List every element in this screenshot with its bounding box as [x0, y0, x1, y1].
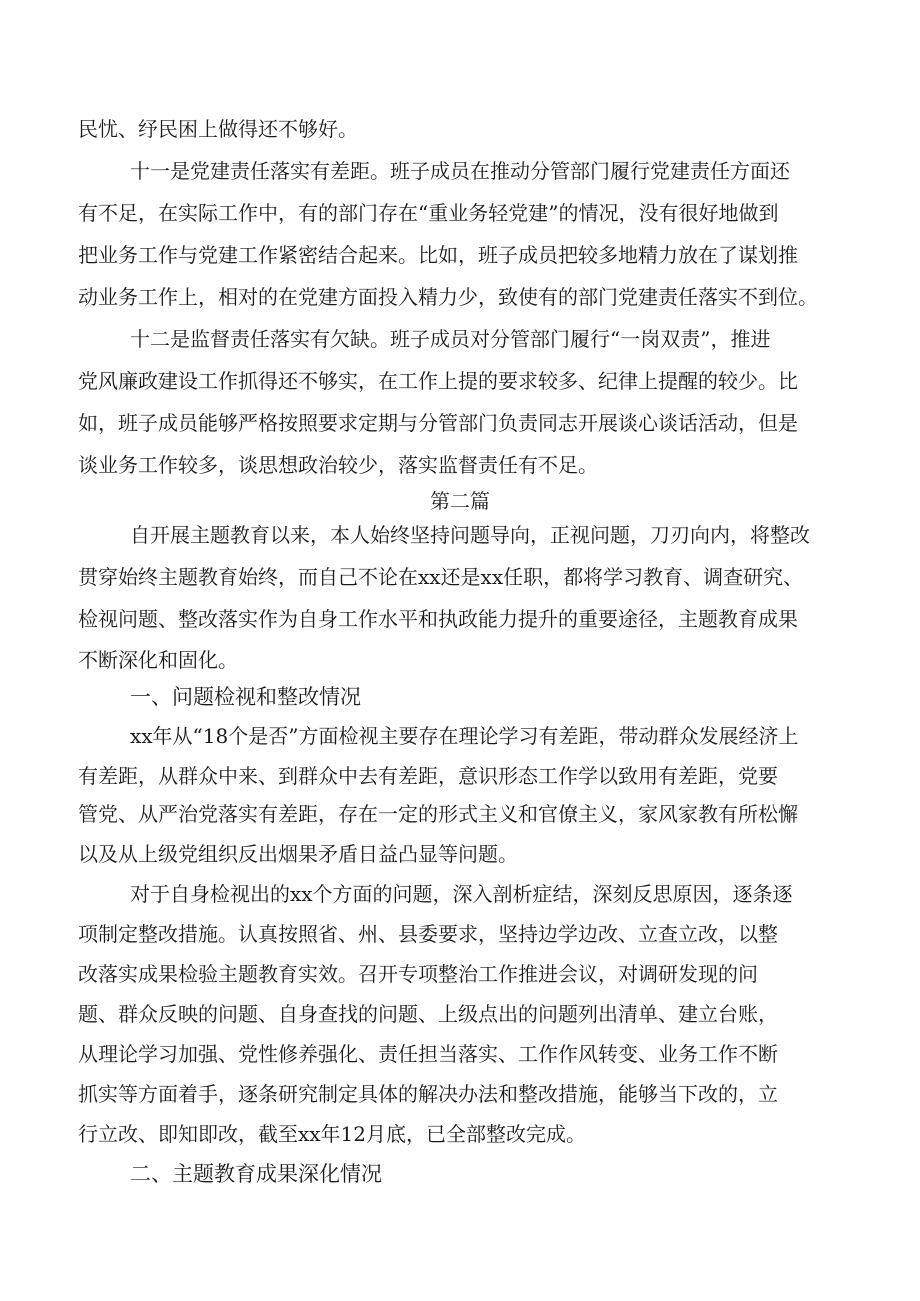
text-line: 题、群众反映的问题、自身查找的问题、上级点出的问题列出清单、建立台账， [78, 1002, 778, 1026]
text-line: 管党、从严治党落实有差距，存在一定的形式主义和官僚主义，家风家教有所松懈 [78, 802, 798, 826]
section-title: 第二篇 [430, 489, 490, 513]
text-line: 行立改、即知即改，截至xx年12月底，已全部整改完成。 [78, 1122, 587, 1146]
text-line: 有不足，在实际工作中，有的部门存在“重业务轻党建”的情况，没有很好地做到 [78, 201, 779, 225]
text-line: 以及从上级党组织反出烟果矛盾日益凸显等问题。 [78, 842, 518, 866]
text-line: 党风廉政建设工作抓得还不够实，在工作上提的要求较多、纪律上提醒的较少。比 [78, 369, 798, 393]
text-line: 如，班子成员能够严格按照要求定期与分管部门负责同志开展谈心谈话活动，但是 [78, 411, 798, 435]
text-line: 自开展主题教育以来，本人始终坚持问题导向，正视问题，刀刃向内，将整改 [130, 523, 810, 547]
text-line: 十二是监督责任落实有欠缺。班子成员对分管部门履行“一岗双责”，推进 [130, 327, 771, 351]
text-line: 检视问题、整改落实作为自身工作水平和执政能力提升的重要途径，主题教育成果 [78, 607, 798, 631]
heading-problem-review: 一、问题检视和整改情况 [130, 685, 361, 709]
text-line: 十一是党建责任落实有差距。班子成员在推动分管部门履行党建责任方面还 [130, 159, 790, 183]
text-line: 谈业务工作较多，谈思想政治较少，落实监督责任有不足。 [78, 453, 598, 477]
heading-results-deepening: 二、主题教育成果深化情况 [130, 1162, 382, 1186]
text-line: 抓实等方面着手，逐条研究制定具体的解决办法和整改措施，能够当下改的，立 [78, 1082, 778, 1106]
text-line: 项制定整改措施。认真按照省、州、县委要求，坚持边学边改、立查立改，以整 [78, 922, 778, 946]
text-line: 对于自身检视出的xx个方面的问题，深入剖析症结，深刻反思原因，逐条逐 [130, 882, 793, 906]
text-line: 不断深化和固化。 [78, 648, 238, 672]
text-line: 改落实成果检验主题教育实效。召开专项整治工作推进会议，对调研发现的问 [78, 962, 758, 986]
text-line: 把业务工作与党建工作紧密结合起来。比如，班子成员把较多地精力放在了谋划推 [78, 243, 798, 267]
text-line: 贯穿始终主题教育始终，而自己不论在xx还是xx任职，都将学习教育、调查研究、 [78, 565, 804, 589]
text-line: 有差距，从群众中来、到群众中去有差距，意识形态工作学以致用有差距，党要 [78, 764, 778, 788]
text-line: 动业务工作上，相对的在党建方面投入精力少，致使有的部门党建责任落实不到位。 [78, 285, 818, 309]
text-line: xx年从“18个是否”方面检视主要存在理论学习有差距，带动群众发展经济上 [130, 724, 799, 748]
text-line: 民忧、纾民困上做得还不够好。 [78, 117, 358, 141]
text-line: 从理论学习加强、党性修养强化、责任担当落实、工作作风转变、业务工作不断 [78, 1042, 778, 1066]
